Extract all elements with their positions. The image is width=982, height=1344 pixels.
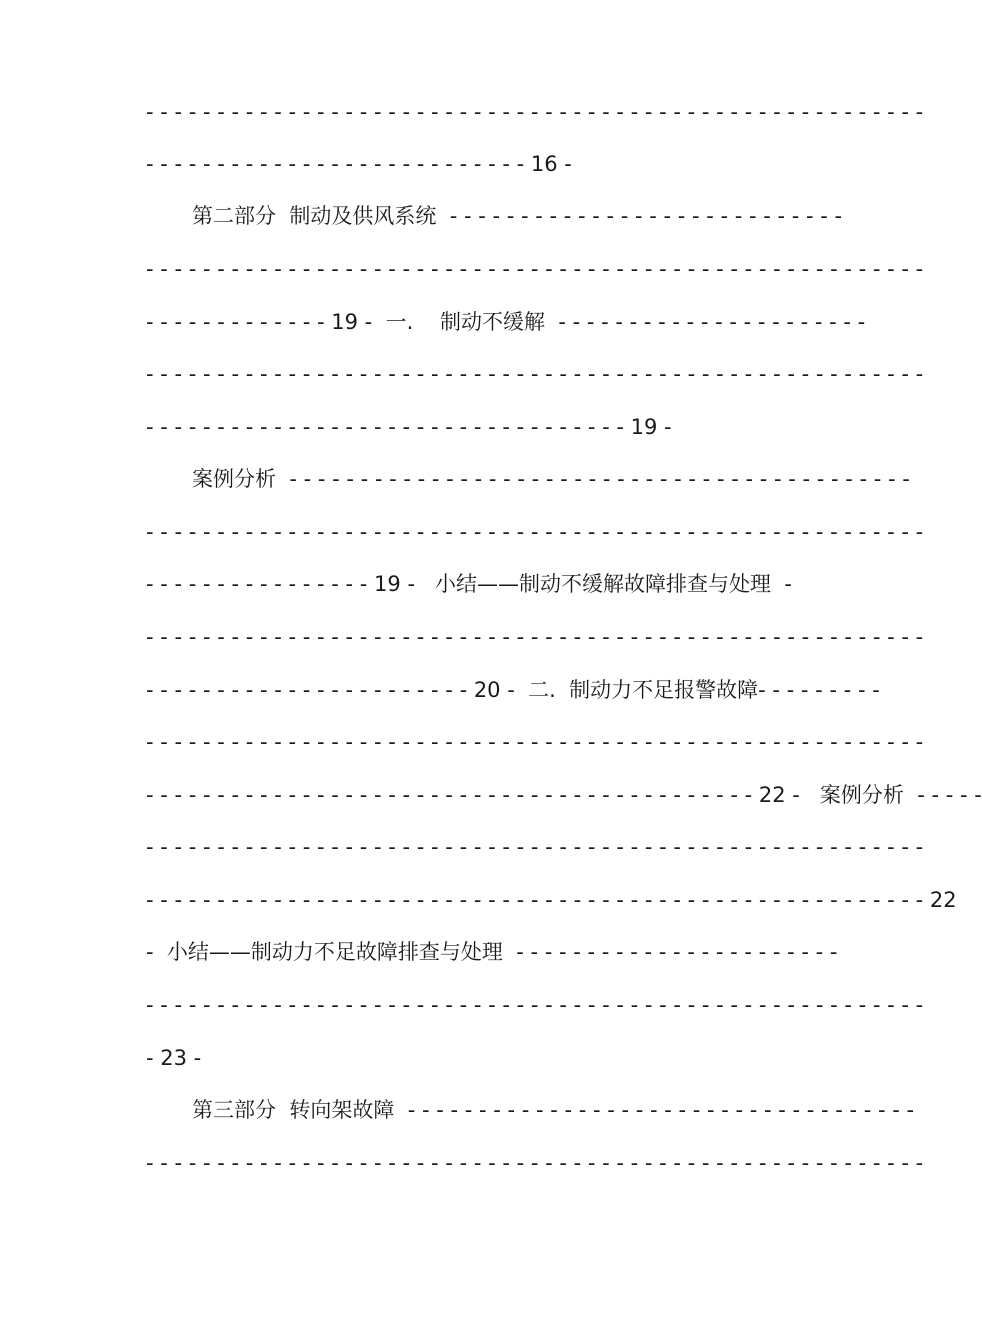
toc-line: - - - - - - - - - - - - - - - - - - - - - - - - - - - - - - - - - - - - - - - - - - - - - - - - - - - - - - - (146, 257, 924, 281)
toc-line: - - - - - - - - - - - - - - - - - - - - - - - - - - - - - - - - - - - - - - - - - - - - - - - - - - - - - - - (146, 993, 924, 1017)
toc-entry-case-analysis: 案例分析 - - - - - - - - - - - - - - - - - - - - - - - - - - - - - - - - - - - - - - - - - - - - (192, 467, 910, 491)
toc-line: - - - - - - - - - - - - - - - - - - - - - - - - - - - - - - - - - - - - - - - - - - - - - - - - - - - - - - - (146, 625, 924, 649)
toc-line: - - - - - - - - - - - - - - - - - - - - - - - - - - - - - - - - - - - - - - - - - - - - - - - - - - - - - - - (146, 835, 924, 859)
toc-line: - - - - - - - - - - - - - - - - - - - - - - - 20 - 二. 制动力不足报警故障- - - - - - - - - (146, 678, 880, 702)
toc-line: - - - - - - - - - - - - - - - - - - - - - - - - - - - - - - - - - - - - - - - - - - - - - - - - - - - - - - - (146, 362, 924, 386)
toc-line: - - - - - - - - - - - - - - - - - - - - - - - - - - - - - - - - - - - - - - - - - - - - - - - - - - - - - - - 22 (146, 888, 957, 912)
toc-line: - - - - - - - - - - - - - 19 - 一. 制动不缓解 - - - - - - - - - - - - - - - - - - - - - - (146, 310, 866, 334)
toc-heading-part-2: 第二部分 制动及供风系统 - - - - - - - - - - - - - - - - - - - - - - - - - - - - (192, 204, 843, 228)
toc-page-number: - 23 - (146, 1046, 202, 1070)
toc-line: - - - - - - - - - - - - - - - - - - - - - - - - - - - - - - - - - - - - - - - - - - - - - - - - - - - - - - - (146, 730, 924, 754)
toc-line: - - - - - - - - - - - - - - - - - - - - - - - - - - - - - - - - - - - - - - - - - - - 22 - 案例分析 - - - - - (146, 783, 982, 807)
toc-heading-part-3: 第三部分 转向架故障 - - - - - - - - - - - - - - - - - - - - - - - - - - - - - - - - - - - - (192, 1098, 915, 1122)
toc-line: - 小结——制动力不足故障排查与处理 - - - - - - - - - - - - - - - - - - - - - - - (146, 940, 838, 964)
toc-line: - - - - - - - - - - - - - - - - - - - - - - - - - - - - - - - - - - - - - - - - - - - - - - - - - - - - - - - (146, 1151, 924, 1175)
toc-line: - - - - - - - - - - - - - - - - - - - - - - - - - - - - - - - - - - 19 - (146, 415, 672, 439)
toc-line: - - - - - - - - - - - - - - - - - - - - - - - - - - - - - - - - - - - - - - - - - - - - - - - - - - - - - - - (146, 520, 924, 544)
toc-line: - - - - - - - - - - - - - - - - - - - - - - - - - - - 16 - (146, 152, 572, 176)
toc-line: - - - - - - - - - - - - - - - - 19 - 小结——制动不缓解故障排查与处理 - (146, 572, 792, 596)
toc-line: - - - - - - - - - - - - - - - - - - - - - - - - - - - - - - - - - - - - - - - - - - - - - - - - - - - - - - - (146, 100, 924, 124)
